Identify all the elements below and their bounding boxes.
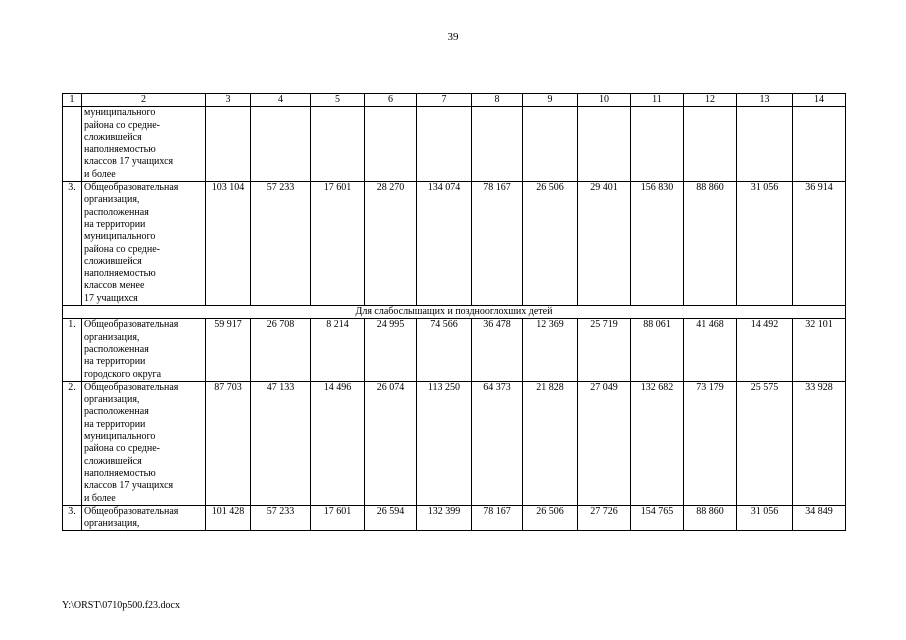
footer-file-path: Y:\ORST\0710p500.f23.docx (62, 600, 180, 611)
value-cell: 28 270 (365, 182, 417, 306)
organization-name-line: наполняемостью (84, 268, 156, 280)
organization-name-line: Общеобразовательная (84, 182, 179, 194)
value-cell: 25 575 (737, 381, 793, 505)
value-cell: 47 133 (251, 381, 311, 505)
value-cell: 34 849 (793, 505, 846, 531)
value-cell: 21 828 (523, 381, 578, 505)
organization-name-line: классов 17 учащихся (84, 156, 174, 168)
value-cell: 17 601 (311, 505, 365, 531)
value-cell (365, 107, 417, 182)
data-table (62, 93, 846, 531)
value-cell: 25 719 (578, 319, 631, 381)
organization-name-line: сложившейся (84, 455, 142, 467)
value-cell (206, 107, 251, 182)
value-cell: 26 708 (251, 319, 311, 381)
organization-name-line: муниципального (84, 107, 156, 119)
value-cell: 26 506 (523, 505, 578, 531)
value-cell: 74 566 (417, 319, 472, 381)
organization-name-line: на территории (84, 218, 146, 230)
value-cell: 27 049 (578, 381, 631, 505)
column-header: 4 (251, 94, 311, 107)
value-cell: 8 214 (311, 319, 365, 381)
organization-name-line: организация, (84, 194, 140, 206)
value-cell: 103 104 (206, 182, 251, 306)
row-number (63, 107, 82, 182)
organization-name-line: и более (84, 168, 116, 180)
column-header: 9 (523, 94, 578, 107)
value-cell: 154 765 (631, 505, 684, 531)
value-cell (311, 107, 365, 182)
organization-name-line: наполняемостью (84, 467, 156, 479)
column-header: 5 (311, 94, 365, 107)
value-cell: 132 682 (631, 381, 684, 505)
organization-name-line: Общеобразовательная (84, 381, 179, 393)
value-cell: 27 726 (578, 505, 631, 531)
organization-name-line: организация, (84, 331, 140, 343)
section-title: Для слабослышащих и позднооглохших детей (63, 306, 846, 319)
value-cell: 12 369 (523, 319, 578, 381)
value-cell: 33 928 (793, 381, 846, 505)
value-cell: 26 506 (523, 182, 578, 306)
value-cell (684, 107, 737, 182)
value-cell: 73 179 (684, 381, 737, 505)
value-cell: 134 074 (417, 182, 472, 306)
organization-name-line: муниципального (84, 231, 156, 243)
value-cell: 41 468 (684, 319, 737, 381)
table-row (63, 107, 846, 182)
value-cell: 78 167 (472, 182, 523, 306)
organization-name-line: района со средне- (84, 119, 160, 131)
value-cell: 88 860 (684, 182, 737, 306)
value-cell: 31 056 (737, 505, 793, 531)
organization-name-line: расположенная (84, 343, 149, 355)
organization-name-line: расположенная (84, 206, 149, 218)
value-cell: 87 703 (206, 381, 251, 505)
value-cell: 14 492 (737, 319, 793, 381)
value-cell: 17 601 (311, 182, 365, 306)
value-cell: 29 401 (578, 182, 631, 306)
column-header: 6 (365, 94, 417, 107)
organization-name-line: муниципального (84, 431, 156, 443)
organization-name-line: расположенная (84, 406, 149, 418)
organization-name-line: Общеобразовательная (84, 319, 179, 331)
value-cell: 101 428 (206, 505, 251, 531)
value-cell (472, 107, 523, 182)
table-row (63, 381, 846, 505)
organization-name-line: района со средне- (84, 243, 160, 255)
value-cell: 32 101 (793, 319, 846, 381)
organization-name-cell (82, 107, 206, 182)
organization-name-line: и более (84, 492, 116, 504)
value-cell: 88 061 (631, 319, 684, 381)
row-number: 2. (63, 381, 82, 505)
value-cell: 36 478 (472, 319, 523, 381)
row-number: 3. (63, 505, 82, 531)
value-cell (631, 107, 684, 182)
organization-name-line: организация, (84, 518, 140, 530)
table-row (63, 505, 846, 531)
column-header: 11 (631, 94, 684, 107)
value-cell (578, 107, 631, 182)
value-cell: 57 233 (251, 505, 311, 531)
organization-name-line: классов менее (84, 280, 145, 292)
value-cell (251, 107, 311, 182)
section-row (63, 306, 846, 319)
column-header: 10 (578, 94, 631, 107)
column-header: 3 (206, 94, 251, 107)
table-row (63, 182, 846, 306)
row-number: 3. (63, 182, 82, 306)
organization-name-line: Общеобразовательная (84, 505, 179, 517)
value-cell (523, 107, 578, 182)
value-cell: 88 860 (684, 505, 737, 531)
value-cell: 156 830 (631, 182, 684, 306)
value-cell: 113 250 (417, 381, 472, 505)
organization-name-line: организация, (84, 394, 140, 406)
value-cell (417, 107, 472, 182)
organization-name-cell (82, 505, 206, 531)
column-header: 7 (417, 94, 472, 107)
organization-name-line: классов 17 учащихся (84, 480, 174, 492)
organization-name-line: 17 учащихся (84, 292, 138, 304)
column-header: 12 (684, 94, 737, 107)
organization-name-line: сложившейся (84, 131, 142, 143)
value-cell: 24 995 (365, 319, 417, 381)
column-header: 13 (737, 94, 793, 107)
value-cell: 132 399 (417, 505, 472, 531)
organization-name-cell (82, 381, 206, 505)
organization-name-line: городского округа (84, 368, 162, 380)
value-cell: 78 167 (472, 505, 523, 531)
organization-name-line: на территории (84, 418, 146, 430)
value-cell: 26 594 (365, 505, 417, 531)
value-cell: 57 233 (251, 182, 311, 306)
header-row (63, 94, 846, 107)
value-cell: 36 914 (793, 182, 846, 306)
value-cell (793, 107, 846, 182)
page-number: 39 (447, 31, 459, 43)
value-cell (737, 107, 793, 182)
organization-name-cell (82, 319, 206, 381)
row-number: 1. (63, 319, 82, 381)
organization-name-line: наполняемостью (84, 144, 156, 156)
column-header: 14 (793, 94, 846, 107)
value-cell: 64 373 (472, 381, 523, 505)
column-header: 8 (472, 94, 523, 107)
column-header: 2 (82, 94, 206, 107)
organization-name-line: сложившейся (84, 255, 142, 267)
table-row (63, 319, 846, 381)
column-header: 1 (63, 94, 82, 107)
value-cell: 14 496 (311, 381, 365, 505)
organization-name-line: района со средне- (84, 443, 160, 455)
value-cell: 59 917 (206, 319, 251, 381)
organization-name-cell (82, 182, 206, 306)
value-cell: 31 056 (737, 182, 793, 306)
organization-name-line: на территории (84, 356, 146, 368)
value-cell: 26 074 (365, 381, 417, 505)
